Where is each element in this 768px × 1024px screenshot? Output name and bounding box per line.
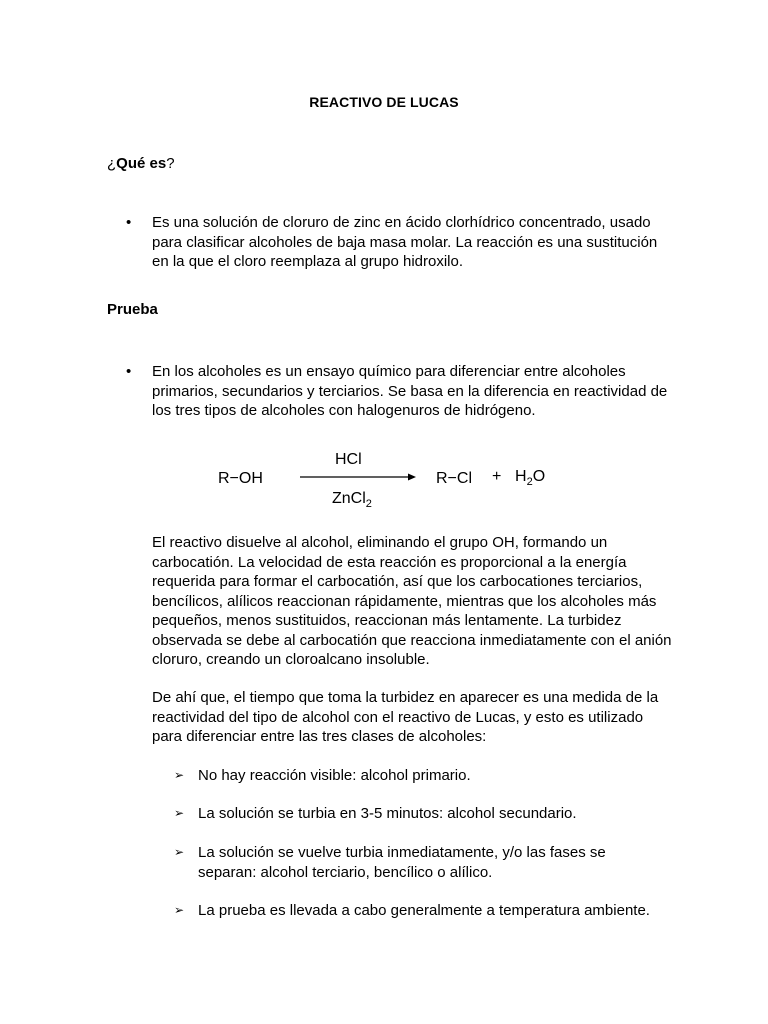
arrow-list-text-4: La prueba es llevada a cabo generalmente a temperatura ambiente. xyxy=(198,902,650,919)
bullet-text-definition: Es una solución de cloruro de zinc en ácido clorhídrico concentrado, usado para clasificar alcoholes de baja masa molar. La reacción es una sustitución en la que el cloro reemplaza al grupo hidroxilo. xyxy=(152,214,658,270)
arrow-bullet-icon: ➢ xyxy=(174,768,185,782)
arrow-bullet-icon: ➢ xyxy=(174,806,185,820)
bullet-marker-1: • xyxy=(126,214,132,231)
bullet-text-prueba: En los alcoholes es un ensayo químico para diferenciar entre alcoholes primarios, secundarios y terciarios. Se basa en la diferencia en reactividad de los tres tipos de alcoholes con halogenuros de hidrógeno. xyxy=(152,363,668,419)
reagent-bottom-subscript: 2 xyxy=(365,498,372,511)
plus-sign: + xyxy=(492,468,502,485)
que-es-bold: Qué es xyxy=(116,155,167,172)
reaction-arrow-icon xyxy=(300,470,416,484)
paragraph-turbidity: De ahí que, el tiempo que toma la turbidez en aparecer es una medida de la reactividad del tipo de alcohol con el reactivo de Lucas, y esto es utilizado para diferenciar entre las tres clases de alcoholes: xyxy=(152,689,659,745)
arrow-bullet-icon: ➢ xyxy=(174,845,185,859)
product2-subscript: 2 xyxy=(526,476,533,489)
reagent-bottom-label xyxy=(332,490,372,510)
product1-label: R−Cl xyxy=(436,470,473,487)
reagent-bottom-text: ZnCl xyxy=(332,490,366,507)
reactant-label: R−OH xyxy=(218,470,263,487)
arrow-bullet-icon: ➢ xyxy=(174,903,185,917)
arrow-list-text-3: La solución se vuelve turbia inmediatamente, y/o las fases se separan: alcohol terciario, bencílico o alílico. xyxy=(198,844,606,881)
product2-label xyxy=(515,468,545,488)
product2-h: H xyxy=(515,468,527,485)
arrow-list-text-1: No hay reacción visible: alcohol primario. xyxy=(198,767,471,784)
que-es-suffix: ? xyxy=(166,155,175,172)
bullet-marker-2: • xyxy=(126,363,132,380)
product2-o: O xyxy=(532,468,546,485)
page-title: REACTIVO DE LUCAS xyxy=(309,94,459,110)
arrow-list-text-2: La solución se turbia en 3-5 minutos: alcohol secundario. xyxy=(198,805,577,822)
section-heading-que-es xyxy=(107,155,175,172)
section-heading-prueba: Prueba xyxy=(107,301,158,318)
que-es-prefix: ¿ xyxy=(107,155,117,172)
reagent-top-label: HCl xyxy=(335,451,362,468)
paragraph-mechanism: El reactivo disuelve al alcohol, eliminando el grupo OH, formando un carbocatión. La velocidad de esta reacción es proporcional a la energía requerida para formar el carbocatión, así que los carbocationes terciarios, bencílicos, alílicos reaccionan rápidamente, mientras que los alcoholes más pequeños, menos sustituidos, reaccionan más lentamente. La turbidez observada se debe al carbocatión que reacciona inmediatamente con el anión cloruro, creando un cloroalcano insoluble. xyxy=(152,534,672,668)
